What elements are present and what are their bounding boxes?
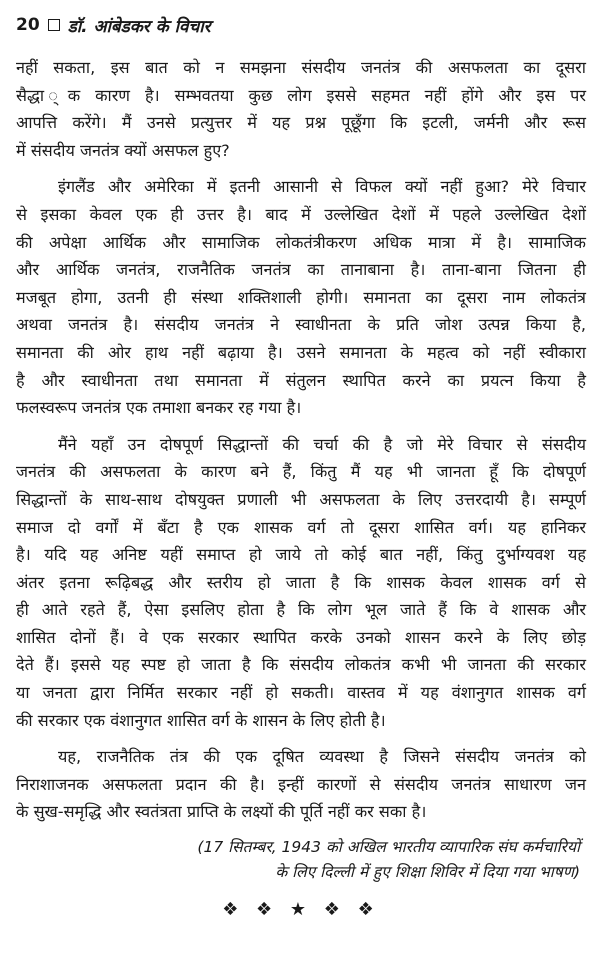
text-line: मैंने यहाँ उन दोषपूर्ण सिद्धान्तों की चर्चा की है जो मेरे विचार से संसदीय (58, 434, 586, 454)
text-line: या जनता द्वारा निर्मित सरकार नहीं हो सकती। वास्तव में यह वंशानुगत शासक वर्ग (16, 683, 586, 703)
page-number: 20 (16, 15, 40, 35)
text-line: देते हैं। इससे यह स्पष्ट हो जाता है कि संसदीय लोकतंत्र कभी भी जानता की सरकार (16, 655, 586, 675)
text-line: जनतंत्र की असफलता के कारण बने हैं, किंतु मैं यह भी जानता हूँ कि दोषपूर्ण (16, 462, 586, 482)
citation (16, 835, 586, 885)
paragraph (16, 431, 586, 735)
main-text (16, 54, 586, 920)
text-line: से इसका केवल एक ही उत्तर है। बाद में उल्लेखित देशों में पहले उल्लेखित देशों (16, 204, 586, 224)
text-line: है। यदि यह अनिष्ट यहीं समाप्त हो जाये तो कोई बात नहीं, किंतु दुर्भाग्यवश यह (16, 545, 586, 565)
citation-line-2: के लिए दिल्ली में हुए शिक्षा शिविर में दिया गया भाषण) (275, 863, 580, 882)
text-line: मजबूत होगा, उतनी ही संस्था शक्तिशाली होगी। समानता का दूसरा नाम लोकतंत्र (16, 287, 586, 307)
text-line: निराशाजनक असफलता प्रदान की है। इन्हीं कारणों से संसदीय जनतंत्र साधारण जन (16, 774, 586, 794)
text-line: आपत्ति करेंगे। मैं उनसे प्रत्युत्तर में यह प्रश्न पूछूँगा कि इटली, जर्मनी और रूस (16, 113, 586, 133)
ornament-divider: ❖ ❖ ★ ❖ ❖ (222, 899, 380, 921)
running-title: डॉ. आंबेडकर के विचार (67, 16, 211, 37)
text-line: सिद्धान्तों के साथ-साथ दोषयुक्त प्रणाली भी असफलता के लिए उत्तरदायी है। सम्पूर्ण (16, 489, 586, 509)
running-header (16, 12, 211, 38)
text-line: ही आते रहते हैं, ऐसा इसलिए होता है कि लोग भूल जाते हैं कि वे शासक और (16, 600, 586, 620)
paragraphs (16, 54, 586, 826)
text-line: में संसदीय जनतंत्र क्यों असफल हुए? (16, 140, 230, 160)
text-line: शासित दोनों हैं। वे एक सरकार स्थापित करके उनको शासन करने के लिए छोड़ (16, 627, 586, 647)
text-line: के सुख-समृद्धि और स्वतंत्रता प्राप्ति के लक्ष्यों की पूर्ति नहीं कर सका है। (16, 802, 427, 822)
text-line: यह, राजनैतिक तंत्र की एक दूषित व्यवस्था है जिसने संसदीय जनतंत्र को (58, 747, 586, 767)
text-line: अथवा जनतंत्र है। संसदीय जनतंत्र ने स्वाधीनता के प्रति जोश उत्पन्न किया है, (16, 315, 586, 335)
text-line: सैद्धा ्क कारण है। सम्भवतया कुछ लोग इससे सहमत नहीं होंगे और इस पर (16, 85, 586, 105)
square-bullet-icon (48, 19, 60, 31)
text-line: समानता की ओर हाथ नहीं बढ़ाया है। उसने समानता के महत्व को नहीं स्वीकारा (16, 342, 586, 362)
text-line: फलस्वरूप जनतंत्र एक तमाशा बनकर रह गया है। (16, 398, 302, 418)
citation-line-1: (17 सितम्बर, 1943 को अखिल भारतीय व्यापारिक संघ कर्मचारियों (197, 838, 580, 857)
text-line: की अपेक्षा आर्थिक और सामाजिक लोकतंत्रीकरण अधिक मात्रा में है। सामाजिक (16, 232, 586, 252)
text-line: की सरकार एक वंशानुगत शासित वर्ग के शासन के लिए होती है। (16, 710, 386, 730)
text-line: अंतर इतना रूढ़िबद्ध और स्तरीय हो जाता है कि शासक केवल शासक वर्ग से (16, 572, 586, 592)
text-line: है और स्वाधीनता तथा समानता में संतुलन स्थापित करने का प्रयत्न किया है (16, 370, 586, 390)
paragraph (16, 54, 586, 164)
text-line: इंगलैंड और अमेरिका में इतनी आसानी से विफल क्यों नहीं हुआ? मेरे विचार (58, 177, 586, 197)
text-line: और आर्थिक जनतंत्र, राजनैतिक जनतंत्र का तानाबाना है। ताना-बाना जितना ही (16, 260, 586, 280)
text-line: नहीं सकता, इस बात को न समझना संसदीय जनतंत्र की असफलता का दूसरा (16, 58, 586, 77)
paragraph (16, 743, 586, 826)
paragraph (16, 173, 586, 421)
text-line: समाज दो वर्गों में बँटा है एक शासक वर्ग तो दूसरा शासित वर्ग। यह हानिकर (16, 517, 586, 537)
